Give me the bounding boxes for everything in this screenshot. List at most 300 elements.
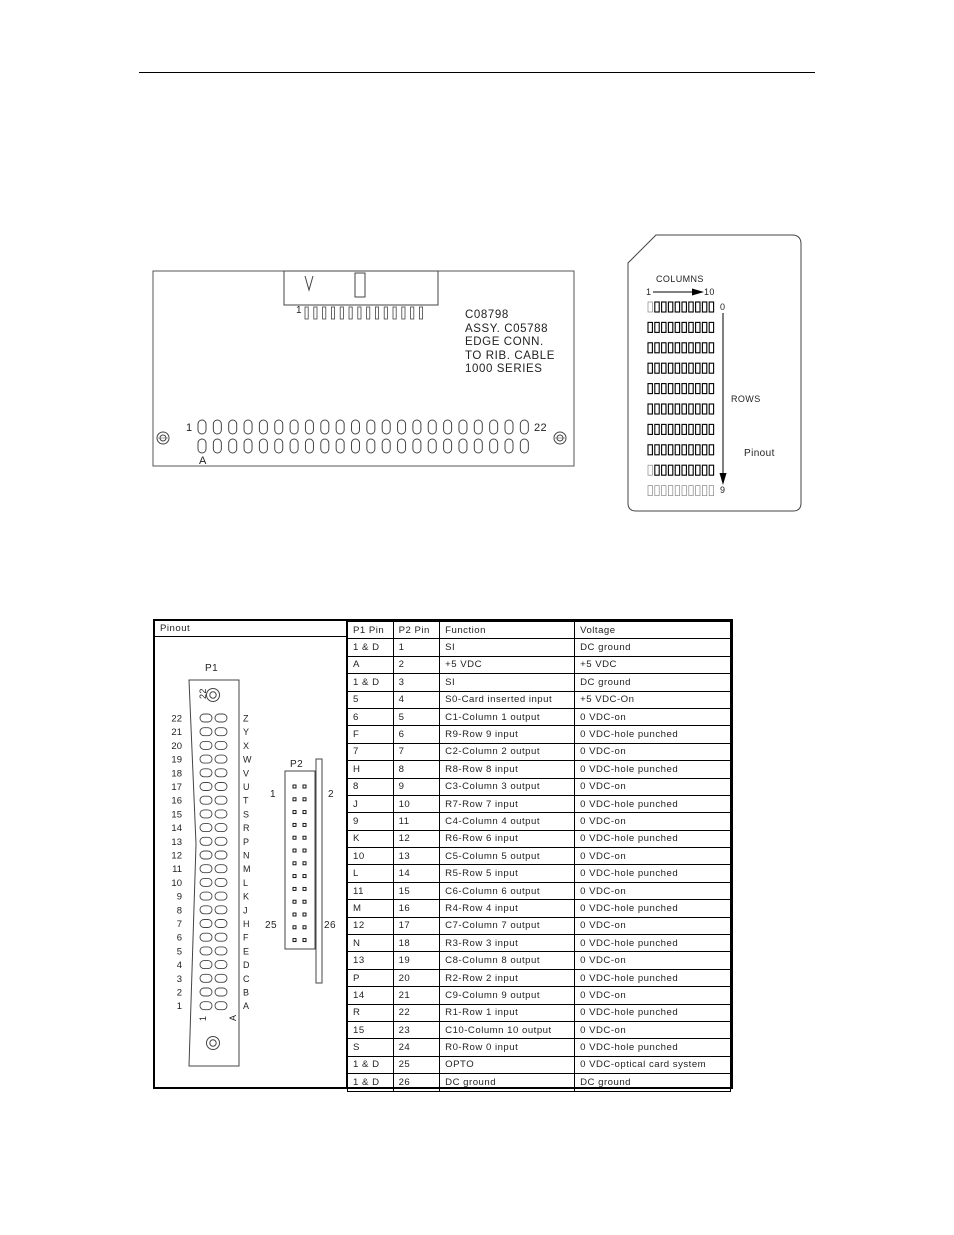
punch-hole (675, 363, 679, 373)
p1-pad (215, 988, 227, 996)
p1-pin-number: 7 (176, 919, 182, 930)
edge-pin-start-label: 1 (186, 422, 193, 434)
columns-label: COLUMNS (656, 274, 704, 284)
col-header-voltage: Voltage (575, 622, 731, 639)
cell-p2-pin: 25 (393, 1056, 440, 1073)
edge-pad (382, 439, 390, 453)
ribbon-pin (340, 307, 343, 319)
edge-pad (321, 420, 329, 434)
table-header-row (348, 622, 731, 639)
cell-voltage: 0 VDC-on (575, 813, 731, 830)
cell-voltage: 0 VDC-hole punched (575, 865, 731, 882)
edge-pad (321, 439, 329, 453)
p1-mount-hole-bottom (207, 1037, 220, 1050)
p1-pad (200, 728, 212, 736)
punch-hole (662, 384, 666, 394)
cell-p2-pin: 15 (393, 882, 440, 899)
p2-pad (293, 926, 296, 929)
edge-pad (259, 420, 267, 434)
col-start-label: 1 (646, 287, 652, 297)
punch-hole (702, 363, 706, 373)
cell-function: R2-Row 2 input (440, 969, 575, 986)
punch-hole (655, 302, 659, 312)
p2-pad (293, 785, 296, 788)
table-row (348, 917, 731, 934)
punch-hole (696, 445, 700, 455)
p1-pin-letter: A (243, 1001, 250, 1012)
punch-hole (668, 486, 672, 496)
punch-hole (696, 343, 700, 353)
punch-hole (709, 363, 713, 373)
p1-pin-letter: E (243, 946, 250, 957)
punch-hole (648, 322, 652, 332)
cell-voltage: 0 VDC-hole punched (575, 900, 731, 917)
p1-pin-number: 11 (172, 864, 182, 876)
p1-pad (215, 974, 227, 982)
p1-pin-letter: X (243, 740, 250, 751)
ribbon-pin (358, 307, 361, 319)
cell-voltage: DC ground (575, 639, 731, 656)
p1-bottom-pin-label: 1 (198, 1015, 208, 1021)
table-row (348, 848, 731, 865)
edge-pad (213, 420, 221, 434)
punch-hole (655, 404, 659, 414)
punch-hole (668, 465, 672, 475)
punch-hole (662, 424, 666, 434)
punch-hole (709, 486, 713, 496)
p1-pin-letter: N (243, 850, 250, 861)
col-header-p1-pin: P1 Pin (348, 622, 394, 639)
p1-pin-letter: Y (243, 727, 250, 738)
cell-p1-pin: 7 (348, 743, 394, 760)
cell-p1-pin: 15 (348, 1021, 394, 1038)
cell-p1-pin: H (348, 761, 394, 778)
cell-p1-pin: 8 (348, 778, 394, 795)
cell-p2-pin: 23 (393, 1021, 440, 1038)
punch-hole (675, 424, 679, 434)
punch-hole (689, 302, 693, 312)
p1-pad (215, 714, 227, 722)
p1-pin-letter: W (243, 754, 252, 765)
p1-pin-letter: T (243, 795, 249, 806)
p1-pad (215, 947, 227, 955)
punch-hole (648, 302, 652, 312)
cell-voltage: 0 VDC-on (575, 778, 731, 795)
punch-hole (702, 322, 706, 332)
edge-pad (459, 439, 467, 453)
edge-label-line: ASSY. C05788 (465, 322, 549, 335)
punch-hole (696, 424, 700, 434)
p1-pad (215, 933, 227, 941)
punch-hole (689, 445, 693, 455)
punch-hole (689, 322, 693, 332)
punch-hole (648, 424, 652, 434)
mount-hole-right (554, 432, 566, 444)
p1-pin-letter: S (243, 809, 250, 820)
punch-hole (682, 322, 686, 332)
p2-pad (293, 849, 296, 852)
p1-pad (215, 728, 227, 736)
table-row (348, 813, 731, 830)
p1-pad (215, 837, 227, 845)
punch-hole (648, 384, 652, 394)
edge-pad (229, 439, 237, 453)
p2-pad (293, 836, 296, 839)
cell-voltage: 0 VDC-on (575, 743, 731, 760)
punch-hole (702, 404, 706, 414)
punch-hole (662, 404, 666, 414)
p1-pin-letter: V (243, 768, 250, 779)
p2-pin-26-label: 26 (324, 920, 336, 931)
cell-p2-pin: 10 (393, 795, 440, 812)
p2-pad (293, 823, 296, 826)
table-row (348, 778, 731, 795)
cell-voltage: 0 VDC-hole punched (575, 830, 731, 847)
p1-pad (200, 714, 212, 722)
p1-pad (215, 810, 227, 818)
cell-p2-pin: 6 (393, 726, 440, 743)
punch-hole (668, 404, 672, 414)
ribbon-pin (331, 307, 334, 319)
p2-pad (303, 887, 306, 890)
cell-voltage: DC ground (575, 1074, 731, 1091)
p1-pin-number: 19 (171, 754, 182, 766)
edge-label-line: EDGE CONN. (465, 336, 544, 348)
p2-pad (293, 939, 296, 942)
cell-p2-pin: 9 (393, 778, 440, 795)
punch-hole (682, 424, 686, 434)
cell-p1-pin: R (348, 1004, 394, 1021)
p1-pad (200, 878, 212, 886)
punch-hole (709, 424, 713, 434)
cell-voltage: 0 VDC-on (575, 882, 731, 899)
punch-hole (655, 424, 659, 434)
p2-connector-drawing (275, 751, 355, 991)
p2-pad (293, 875, 296, 878)
p1-pad (200, 974, 212, 982)
edge-pad (520, 439, 528, 453)
edge-pad (305, 420, 313, 434)
table-row (348, 1039, 731, 1056)
punch-hole (648, 445, 652, 455)
p1-pad (200, 851, 212, 859)
punch-hole (702, 445, 706, 455)
edge-pad (352, 439, 360, 453)
punch-hole (709, 384, 713, 394)
table-row (348, 952, 731, 969)
cell-p1-pin: 1 & D (348, 1056, 394, 1073)
p2-pad (303, 836, 306, 839)
cell-p1-pin: 1 & D (348, 1074, 394, 1091)
p1-pin-number: 14 (171, 823, 182, 835)
edge-pad (490, 439, 498, 453)
cell-p2-pin: 8 (393, 761, 440, 778)
cell-p2-pin: 4 (393, 691, 440, 708)
ribbon-pin (314, 307, 317, 319)
header-rule (139, 72, 815, 73)
p1-pad (215, 755, 227, 763)
edge-pad (290, 420, 298, 434)
punch-hole (709, 445, 713, 455)
edge-pad (213, 439, 221, 453)
cell-p1-pin: 11 (348, 882, 394, 899)
p1-pin-letter: L (243, 877, 249, 888)
edge-pad (398, 439, 406, 453)
p1-pin-letter: P (243, 836, 250, 847)
ribbon-pin (402, 307, 405, 319)
edge-pad (444, 439, 452, 453)
table-row (348, 935, 731, 952)
edge-pad (336, 420, 344, 434)
punch-hole (709, 343, 713, 353)
p1-pin-letter: H (243, 919, 250, 929)
cell-p1-pin: 1 & D (348, 639, 394, 656)
ribbon-pin (349, 307, 352, 319)
punch-hole (696, 486, 700, 496)
punch-hole (682, 343, 686, 353)
cell-function: C5-Column 5 output (440, 848, 575, 865)
punch-hole (668, 343, 672, 353)
ribbon-pin (367, 307, 370, 319)
punch-hole (696, 322, 700, 332)
table-row (348, 674, 731, 691)
edge-pad (474, 439, 482, 453)
p1-pin-number: 1 (176, 1001, 182, 1013)
cell-p2-pin: 14 (393, 865, 440, 882)
edge-pad (198, 439, 206, 453)
p1-pad (215, 920, 227, 928)
p1-pad (200, 783, 212, 791)
p1-pad (200, 796, 212, 804)
punch-hole (675, 486, 679, 496)
p2-pad (303, 926, 306, 929)
p1-pad (200, 824, 212, 832)
punch-hole (689, 363, 693, 373)
p1-pin-number: 20 (171, 740, 182, 752)
rows-label: ROWS (731, 394, 761, 404)
p2-pad (303, 862, 306, 865)
cell-voltage: 0 VDC-hole punched (575, 761, 731, 778)
cell-p1-pin: S (348, 1039, 394, 1056)
p1-pad (215, 769, 227, 777)
edge-card-label-block (465, 309, 555, 377)
p2-pad (303, 900, 306, 903)
punch-hole (662, 302, 666, 312)
punch-hole (682, 384, 686, 394)
table-row (348, 900, 731, 917)
cell-function: SI (440, 674, 575, 691)
p1-pin-letter: U (243, 782, 250, 792)
cell-voltage: 0 VDC-hole punched (575, 1039, 731, 1056)
edge-pad (229, 420, 237, 434)
cell-p2-pin: 5 (393, 708, 440, 725)
punch-hole (675, 343, 679, 353)
edge-pad (198, 420, 206, 434)
cell-function: C6-Column 6 output (440, 882, 575, 899)
edge-pad (428, 420, 436, 434)
punch-hole (675, 465, 679, 475)
cell-p1-pin: M (348, 900, 394, 917)
p1-pin-number: 21 (171, 727, 182, 739)
edge-pad (244, 439, 252, 453)
cell-p1-pin: 5 (348, 691, 394, 708)
edge-pad (382, 420, 390, 434)
cell-function: DC ground (440, 1074, 575, 1091)
punch-hole (662, 486, 666, 496)
punch-hole (702, 384, 706, 394)
punch-hole (696, 384, 700, 394)
cell-voltage: 0 VDC-on (575, 708, 731, 725)
punch-hole (682, 486, 686, 496)
cell-p2-pin: 2 (393, 656, 440, 673)
cell-p2-pin: 22 (393, 1004, 440, 1021)
cell-p1-pin: K (348, 830, 394, 847)
edge-label-line: C08798 (465, 309, 509, 321)
p1-pin-number: 15 (171, 809, 182, 821)
table-row (348, 708, 731, 725)
p1-pin-number: 6 (176, 932, 182, 944)
cell-p2-pin: 16 (393, 900, 440, 917)
punch-hole (709, 322, 713, 332)
table-row (348, 656, 731, 673)
cell-p1-pin: 9 (348, 813, 394, 830)
edge-pad (505, 420, 513, 434)
cell-p1-pin: J (348, 795, 394, 812)
col-end-label: 10 (704, 287, 715, 297)
p1-pad (200, 837, 212, 845)
cell-function: R9-Row 9 input (440, 726, 575, 743)
p1-pad (215, 796, 227, 804)
punch-hole (709, 302, 713, 312)
punch-hole (662, 343, 666, 353)
punch-hole (675, 384, 679, 394)
punch-hole (696, 363, 700, 373)
p2-pad (303, 849, 306, 852)
p1-pin-number: 9 (176, 891, 182, 903)
p1-pin-number: 4 (176, 960, 182, 972)
cell-voltage: 0 VDC-optical card system (575, 1056, 731, 1073)
cell-function: R7-Row 7 input (440, 795, 575, 812)
cell-voltage: 0 VDC-on (575, 987, 731, 1004)
edge-pad (367, 420, 375, 434)
mount-hole-left (157, 432, 169, 444)
punch-hole (662, 363, 666, 373)
p2-pad (303, 811, 306, 814)
punch-hole (668, 384, 672, 394)
cell-p2-pin: 18 (393, 935, 440, 952)
cell-p1-pin: F (348, 726, 394, 743)
p1-pad (215, 783, 227, 791)
punch-hole (682, 404, 686, 414)
p1-pad (200, 920, 212, 928)
p1-pad (200, 741, 212, 749)
punch-hole (648, 343, 652, 353)
ribbon-pin (375, 307, 378, 319)
table-row (348, 761, 731, 778)
cell-voltage: 0 VDC-on (575, 952, 731, 969)
punch-hole (709, 404, 713, 414)
punch-hole (668, 302, 672, 312)
p1-right-bottom-label: A (228, 1014, 238, 1021)
p1-pad (200, 1002, 212, 1010)
p2-pad (293, 913, 296, 916)
cell-function: R3-Row 3 input (440, 935, 575, 952)
p2-pad (303, 785, 306, 788)
cell-p2-pin: 19 (393, 952, 440, 969)
punch-hole (702, 424, 706, 434)
pin-assignment-table (347, 621, 731, 1092)
table-row (348, 639, 731, 656)
p2-pad (293, 862, 296, 865)
cell-voltage: 0 VDC-hole punched (575, 969, 731, 986)
punch-hole (655, 445, 659, 455)
p1-pad (215, 851, 227, 859)
edge-label-line: TO RIB. CABLE (465, 349, 556, 362)
cell-function: R4-Row 4 input (440, 900, 575, 917)
punch-hole (682, 363, 686, 373)
table-row (348, 882, 731, 899)
pinout-header: Pinout (155, 621, 347, 637)
cell-voltage: +5 VDC (575, 656, 731, 673)
punch-hole (689, 343, 693, 353)
p1-pin-letter: M (243, 864, 251, 875)
p1-pin-number: 2 (176, 987, 182, 999)
cell-voltage: 0 VDC-hole punched (575, 795, 731, 812)
p1-pad (200, 988, 212, 996)
p1-pad (215, 892, 227, 900)
punch-hole (682, 302, 686, 312)
p1-pad (215, 906, 227, 914)
punch-hole (702, 343, 706, 353)
p1-pad (200, 933, 212, 941)
p1-pad (215, 865, 227, 873)
p1-pin-letter: C (243, 973, 250, 984)
cell-function: +5 VDC (440, 656, 575, 673)
pinout-table-frame (153, 619, 733, 1089)
ribbon-pin (384, 307, 387, 319)
ribbon-pin (419, 307, 422, 319)
punch-hole (689, 486, 693, 496)
p1-top-pin-label: 22 (198, 688, 208, 699)
cell-function: S0-Card inserted input (440, 691, 575, 708)
punch-hole (696, 404, 700, 414)
p1-pad (200, 769, 212, 777)
edge-pin-end-label: 22 (534, 422, 548, 434)
table-row (348, 1004, 731, 1021)
cell-function: C1-Column 1 output (440, 708, 575, 725)
table-row (348, 865, 731, 882)
cell-p1-pin: 1 & D (348, 674, 394, 691)
ribbon-pin (393, 307, 396, 319)
p1-pin-letter: B (243, 987, 250, 998)
cell-voltage: 0 VDC-hole punched (575, 1004, 731, 1021)
edge-pad (505, 439, 513, 453)
edge-pad (290, 439, 298, 453)
punch-hole (648, 363, 652, 373)
punch-hole (689, 384, 693, 394)
p1-pad (215, 824, 227, 832)
cell-voltage: 0 VDC-hole punched (575, 726, 731, 743)
p1-pin-number: 12 (171, 850, 182, 862)
p1-pin-number: 13 (171, 836, 182, 848)
cell-function: C4-Column 4 output (440, 813, 575, 830)
p1-mount-hole-top (207, 689, 220, 702)
cell-function: C7-Column 7 output (440, 917, 575, 934)
cell-p1-pin: L (348, 865, 394, 882)
cell-p2-pin: 21 (393, 987, 440, 1004)
table-row (348, 987, 731, 1004)
table-row (348, 795, 731, 812)
